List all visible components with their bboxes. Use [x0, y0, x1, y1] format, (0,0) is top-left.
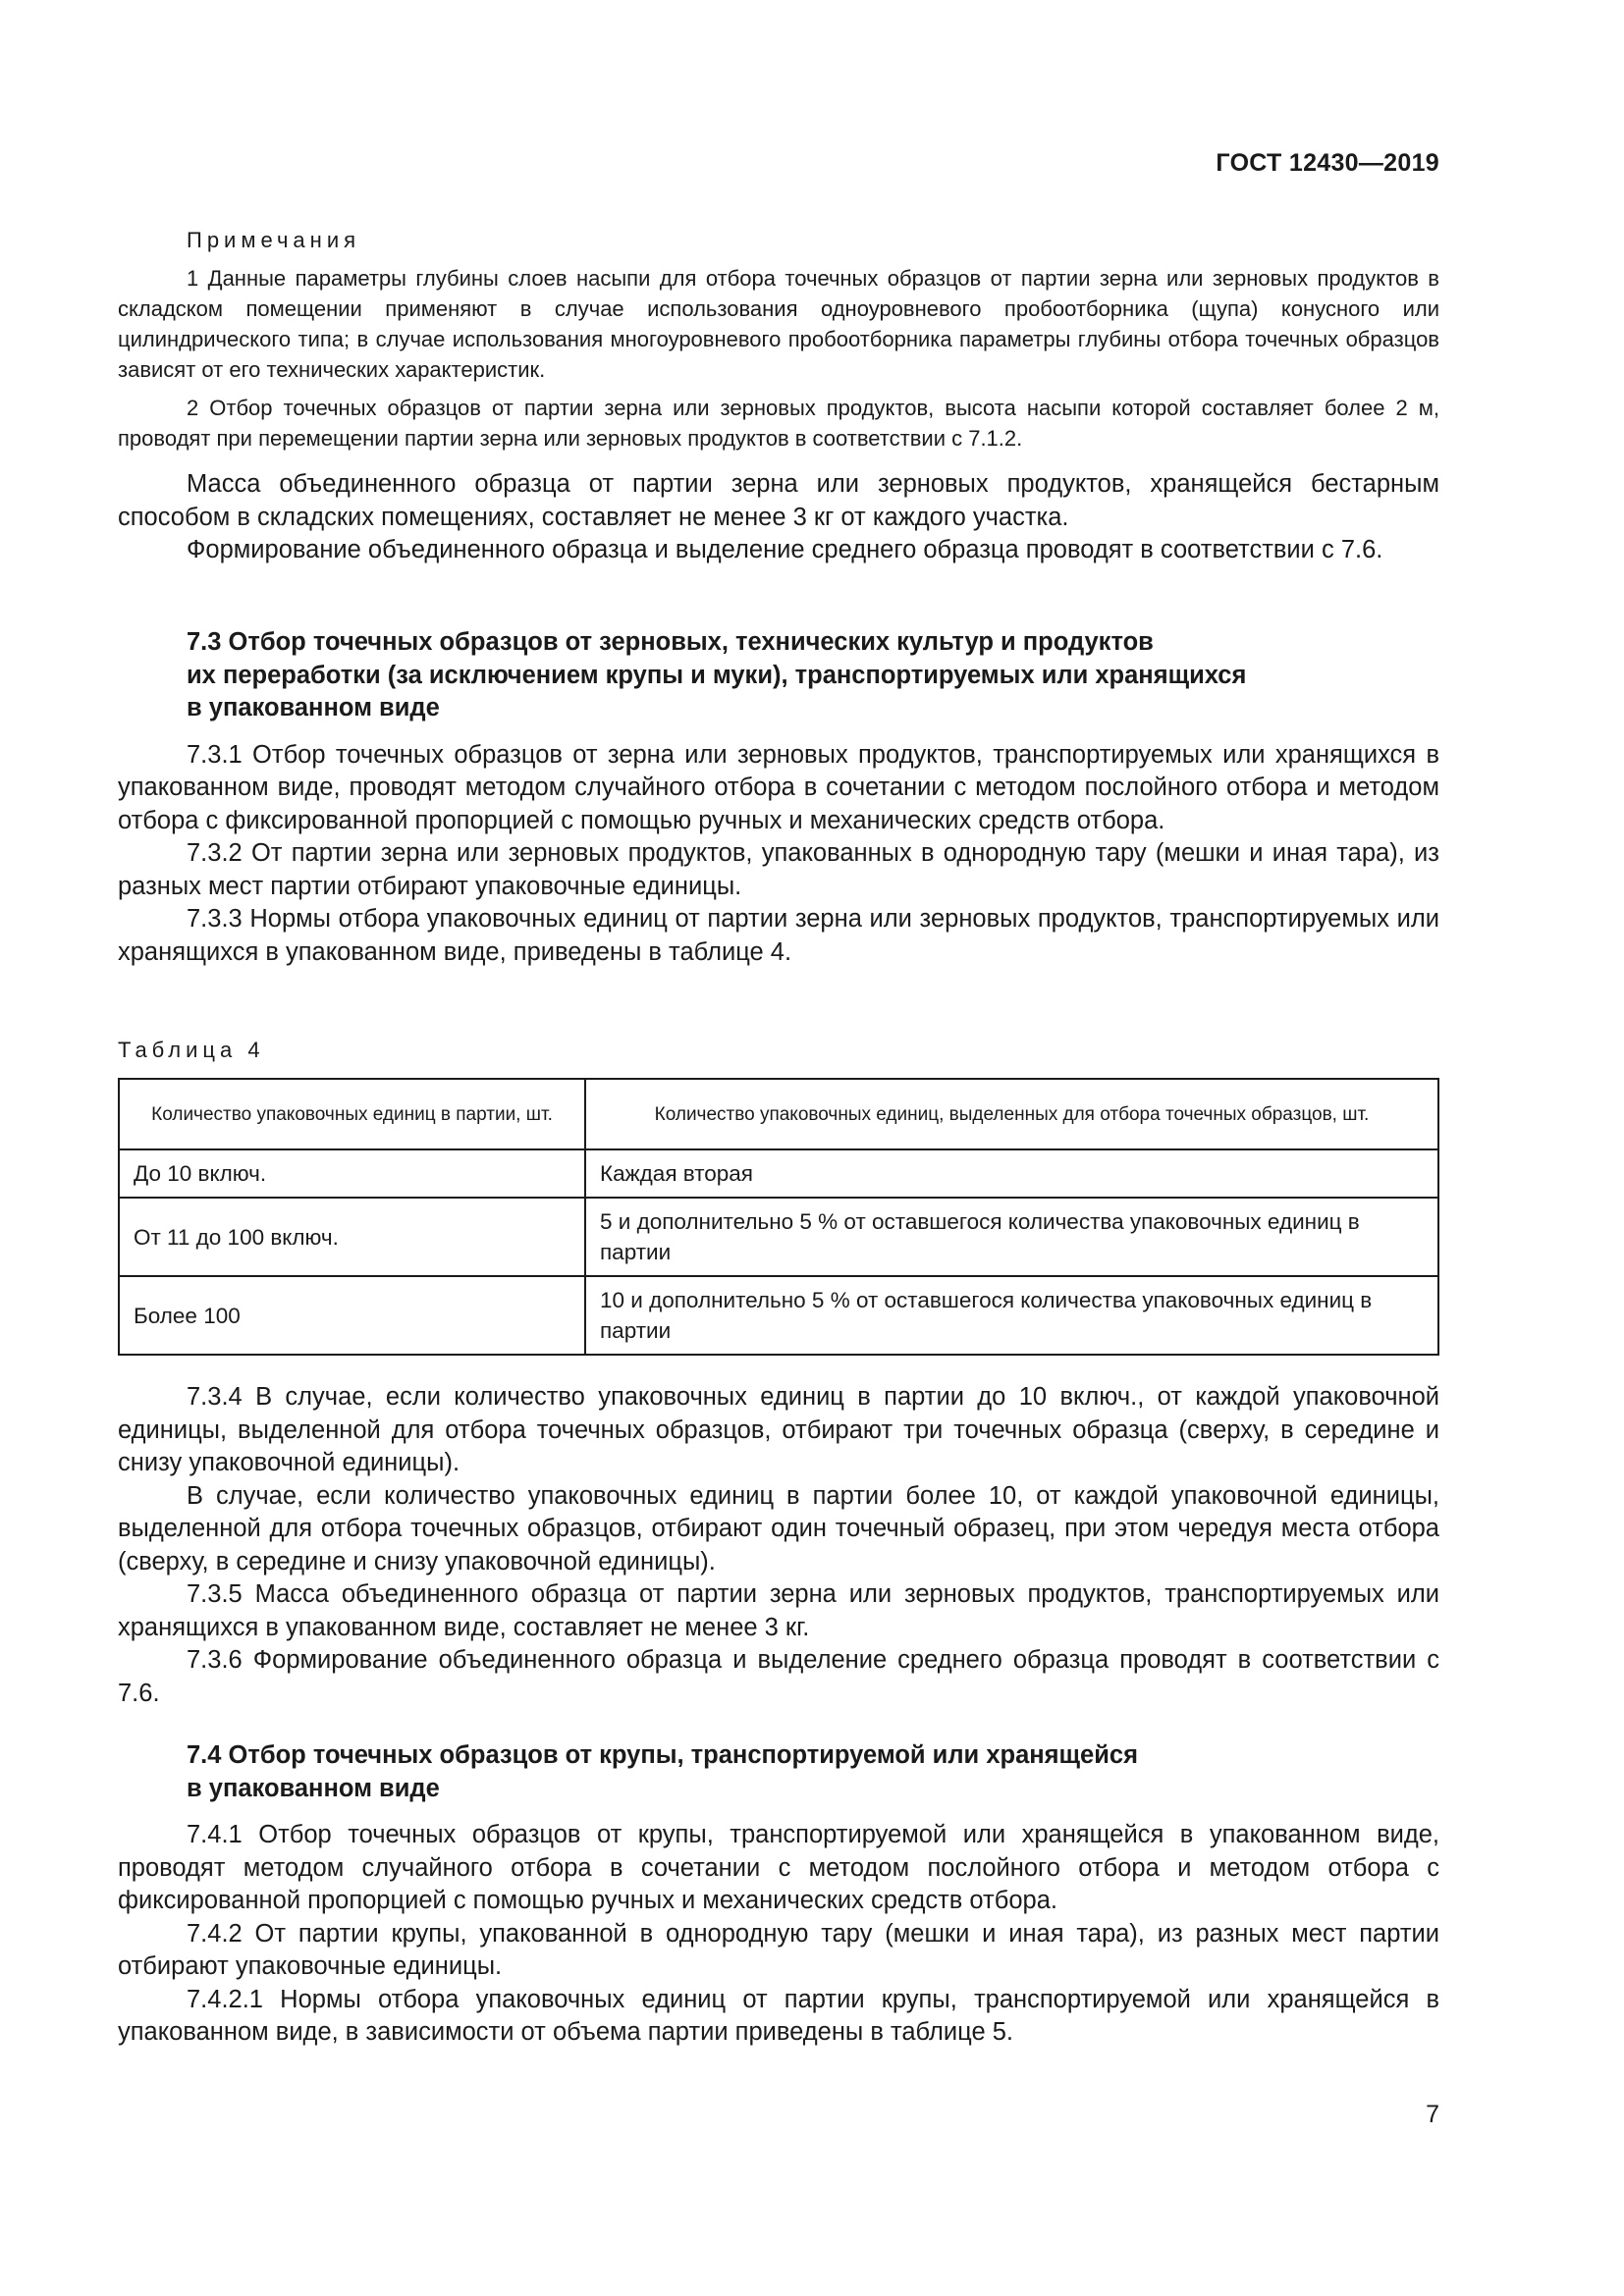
heading-line: 7.4 Отбор точечных образцов от крупы, транспортируемой или хранящейся [187, 1741, 1138, 1769]
note-2: 2 Отбор точечных образцов от партии зерна или зерновых продуктов, высота насыпи которой составляет более 2 м, проводят при перемещении партии зерна или зерновых продуктов в соответствии с 7.1.2. [118, 396, 1439, 451]
intro-text [118, 468, 1439, 567]
table-row [119, 1198, 1438, 1276]
paragraph-7-3-5: 7.3.5 Масса объединенного образца от партии зерна или зерновых продуктов, транспортируемых или хранящихся в упакованном виде, составляет не менее 3 кг. [118, 1580, 1439, 1641]
section-7-3-heading [118, 626, 1439, 725]
heading-line: в упакованном виде [187, 1774, 440, 1802]
table-4 [118, 1078, 1439, 1356]
notes-list [118, 263, 1439, 454]
paragraph-7-3-2: 7.3.2 От партии зерна или зерновых продуктов, упакованных в однородную тару (мешки и иная тара), из разных мест партии отбирают упаковочные единицы. [118, 839, 1439, 900]
table-header-row [119, 1079, 1438, 1149]
table-4-caption: Таблица 4 [118, 1038, 265, 1062]
paragraph-7-3-4: 7.3.4 В случае, если количество упаковочных единиц в партии до 10 включ., от каждой упаковочной единицы, выделенной для отбора точечных образцов, отбирают три точечных образца (сверху, в середине и снизу упаковочной единицы). [118, 1383, 1439, 1476]
section-7-4 [118, 1739, 1439, 2050]
table-header-cell: Количество упаковочных единиц в партии, шт. [119, 1079, 585, 1149]
paragraph-7-3-6: 7.3.6 Формирование объединенного образца и выделение среднего образца проводят в соответствии с 7.6. [118, 1646, 1439, 1707]
table-row [119, 1149, 1438, 1198]
paragraph-7-3-4-cont: В случае, если количество упаковочных единиц в партии более 10, от каждой упаковочной единицы, выделенной для отбора точечных образцов, отбирают один точечный образец, при этом чередуя места отбора (сверху, в середине и снизу упаковочной единицы). [118, 1481, 1439, 1575]
note-1: 1 Данные параметры глубины слоев насыпи для отбора точечных образцов от партии зерна или зерновых продуктов в складском помещении применяют в случае использования одноуровневого пробоотборника (щупа) конусного или цилиндрического типа; в случае использования многоуровневого пробоотборника параметры глубины отбора точечных образцов зависят от его технических характеристик. [118, 266, 1439, 382]
intro-paragraph-1: Масса объединенного образца от партии зерна или зерновых продуктов, хранящейся бестарным способом в складских помещениях, составляет не менее 3 кг от каждого участка. [118, 470, 1439, 531]
paragraph-7-4-1: 7.4.1 Отбор точечных образцов от крупы, транспортируемой или хранящейся в упакованном виде, проводят методом случайного отбора в сочетании с методом послойного отбора и методом отбора с фиксированной пропорцией с помощью ручных и механических средств отбора. [118, 1821, 1439, 1914]
table-cell: До 10 включ. [119, 1149, 585, 1198]
heading-line: их переработки (за исключением крупы и муки), транспортируемых или хранящихся [187, 661, 1247, 689]
intro-paragraph-2: Формирование объединенного образца и выделение среднего образца проводят в соответствии с 7.6. [187, 536, 1383, 563]
table-cell: От 11 до 100 включ. [119, 1198, 585, 1276]
table-header-cell: Количество упаковочных единиц, выделенных для отбора точечных образцов, шт. [585, 1079, 1438, 1149]
section-7-3 [118, 626, 1439, 969]
heading-line: 7.3 Отбор точечных образцов от зерновых, технических культур и продуктов [187, 628, 1154, 656]
paragraph-7-3-3: 7.3.3 Нормы отбора упаковочных единиц от партии зерна или зерновых продуктов, транспортируемых или хранящихся в упакованном виде, приведены в таблице 4. [118, 905, 1439, 966]
page-number: 7 [1426, 2101, 1439, 2128]
table-row [119, 1276, 1438, 1355]
paragraph-7-4-2: 7.4.2 От партии крупы, упакованной в однородную тару (мешки и иная тара), из разных мест партии отбирают упаковочные единицы. [118, 1919, 1439, 1980]
notes-title: Примечания [187, 228, 361, 252]
heading-line: в упакованном виде [187, 694, 440, 721]
section-7-4-heading [118, 1739, 1439, 1805]
after-table-text [118, 1381, 1439, 1710]
paragraph-7-3-1: 7.3.1 Отбор точечных образцов от зерна или зерновых продуктов, транспортируемых или хранящихся в упакованном виде, проводят методом случайного отбора в сочетании с методом послойного отбора и методом отбора с фиксированной пропорцией с помощью ручных и механических средств отбора. [118, 740, 1439, 834]
table-cell: Каждая вторая [585, 1149, 1438, 1198]
doc-code-header: ГОСТ 12430—2019 [1216, 149, 1439, 177]
paragraph-7-4-2-1: 7.4.2.1 Нормы отбора упаковочных единиц от партии крупы, транспортируемой или хранящейся в упакованном виде, в зависимости от объема партии приведены в таблице 5. [118, 1985, 1439, 2046]
table-cell: 5 и дополнительно 5 % от оставшегося количества упаковочных единиц в партии [585, 1198, 1438, 1276]
table-cell: 10 и дополнительно 5 % от оставшегося количества упаковочных единиц в партии [585, 1276, 1438, 1355]
table-cell: Более 100 [119, 1276, 585, 1355]
